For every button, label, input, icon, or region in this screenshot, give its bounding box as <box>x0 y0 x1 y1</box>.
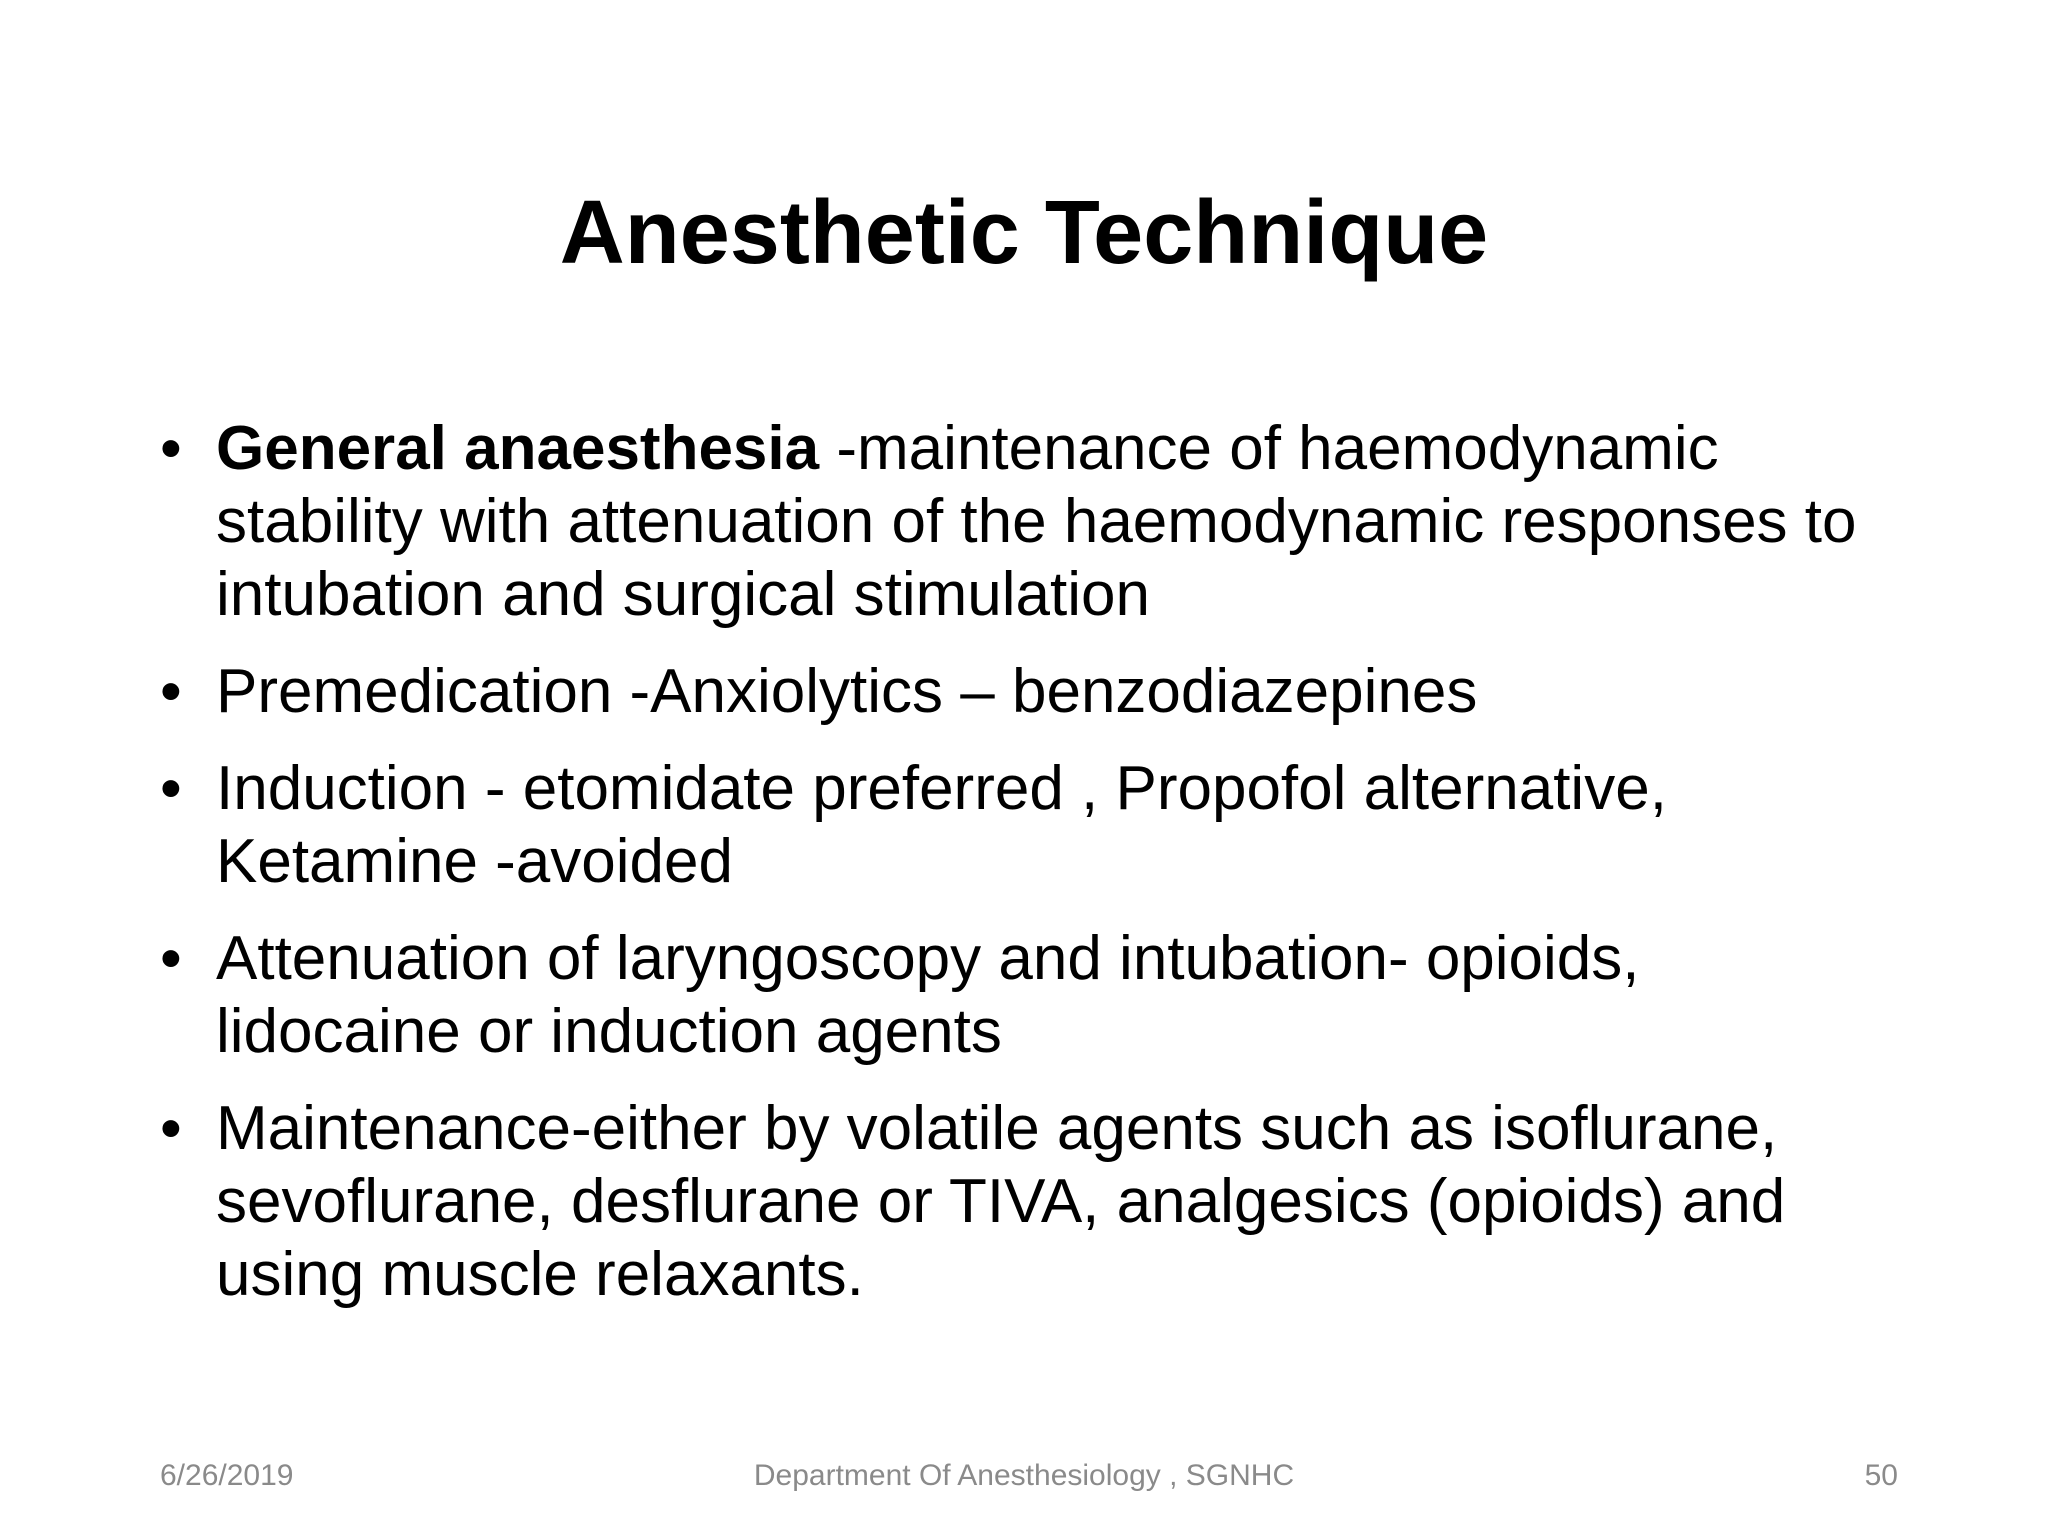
bullet-item-premedication <box>160 655 1880 728</box>
bullet-text: Attenuation of laryngoscopy and intubation- opioids, lidocaine or induction agents <box>216 924 1640 1066</box>
bullet-icon: • <box>160 754 182 823</box>
footer-date: 6/26/2019 <box>160 1459 294 1492</box>
footer-page-number: 50 <box>1864 1459 1898 1492</box>
bullet-icon: • <box>160 924 182 993</box>
bullet-item-maintenance <box>160 1092 1880 1311</box>
bullet-lead: General anaesthesia <box>216 414 820 483</box>
bullet-list <box>160 412 1880 1335</box>
bullet-text: Maintenance-either by volatile agents such as isoflurane, sevoflurane, desflurane or TIVA, analgesics (opioids) and using muscle relaxants. <box>216 1094 1786 1309</box>
bullet-text: Induction - etomidate preferred , Propofol alternative, Ketamine -avoided <box>216 754 1667 896</box>
slide-title: Anesthetic Technique <box>559 183 1489 283</box>
bullet-text: Premedication -Anxiolytics – benzodiazepines <box>216 657 1478 726</box>
bullet-item-induction <box>160 752 1880 898</box>
bullet-icon: • <box>160 657 182 726</box>
bullet-item-general-anaesthesia <box>160 412 1880 631</box>
footer-department: Department Of Anesthesiology , SGNHC <box>753 1459 1295 1492</box>
bullet-icon: • <box>160 1094 182 1163</box>
bullet-icon: • <box>160 414 182 483</box>
bullet-text: -maintenance of haemodynamic stability with attenuation of the haemodynamic responses to intubation and surgical stimulation <box>216 414 1857 629</box>
bullet-item-attenuation <box>160 922 1880 1068</box>
